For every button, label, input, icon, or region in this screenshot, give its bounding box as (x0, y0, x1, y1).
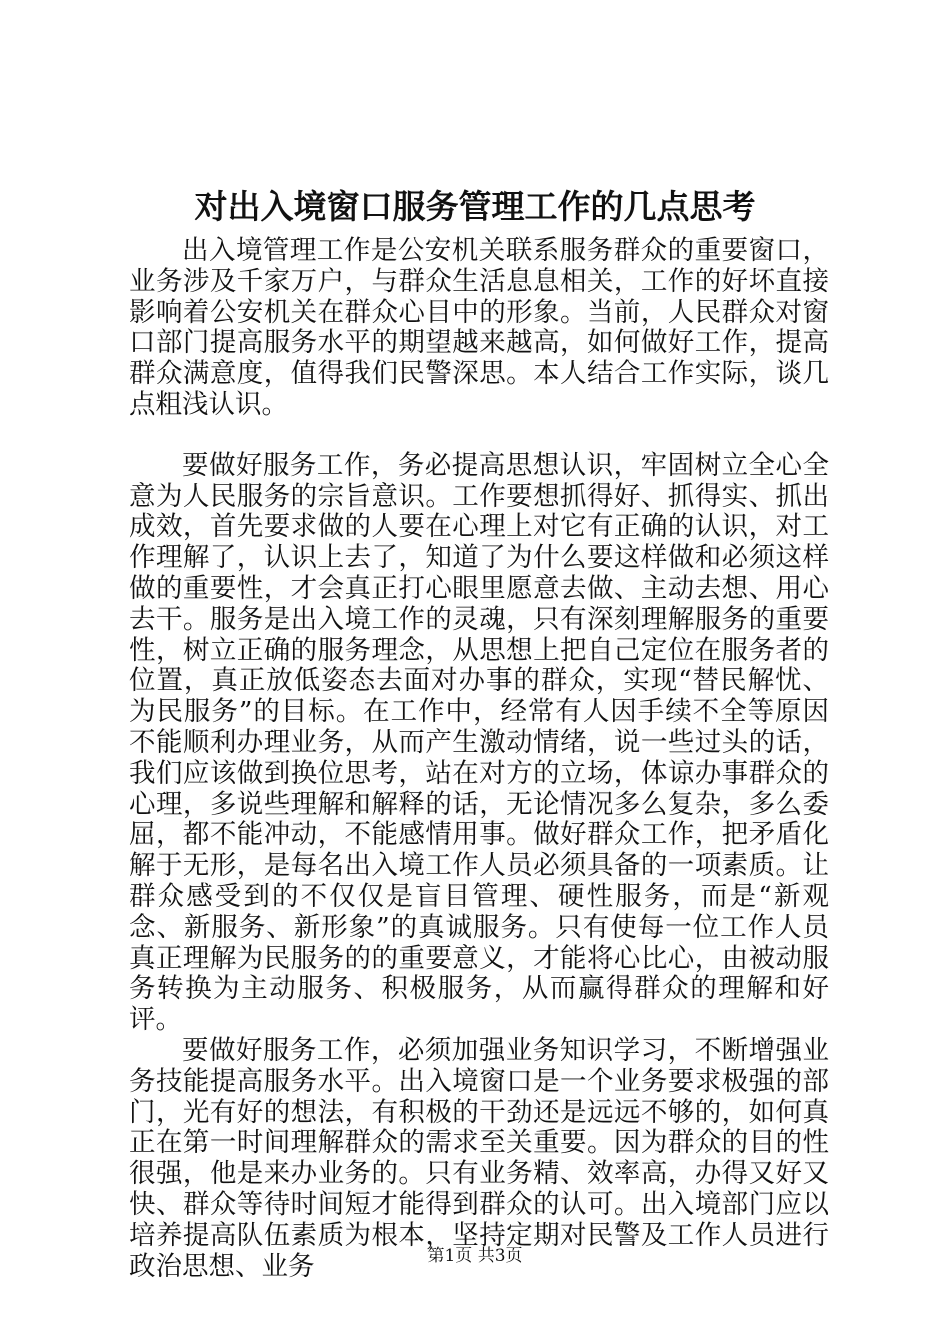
paragraph-intro: 出入境管理工作是公安机关联系服务群众的重要窗口，业务涉及千家万户，与群众生活息息相关，工作的好坏直接影响着公安机关在群众心目中的形象。当前，人民群众对窗口部门提高服务水平的期望越来越高，如何做好工作，提高群众满意度，值得我们民警深思。本人结合工作实际，谈几点粗浅认识。 (129, 235, 829, 420)
page-indicator: 第1页 共3页 (427, 1246, 523, 1266)
document-body (129, 236, 829, 1282)
paragraph-service-awareness: 要做好服务工作，务必提高思想认识，牢固树立全心全意为人民服务的宗旨意识。工作要想抓得好、抓得实、抓出成效，首先要求做的人要在心理上对它有正确的认识，对工作理解了，认识上去了，知道了为什么要这样做和必须这样做的重要性，才会真正打心眼里愿意去做、主动去想、用心去干。服务是出入境工作的灵魂，只有深刻理解服务的重要性，树立正确的服务理念，从思想上把自己定位在服务者的位置，真正放低姿态去面对办事的群众，实现“替民解忧、为民服务”的目标。在工作中，经常有人因手续不全等原因不能顺利办理业务，从而产生激动情绪，说一些过头的话，我们应该做到换位思考，站在对方的立场，体谅办事群众的心理，多说些理解和解释的话，无论情况多么复杂，多么委屈，都不能冲动，不能感情用事。做好群众工作，把矛盾化解于无形，是每名出入境工作人员必须具备的一项素质。让群众感受到的不仅仅是盲目管理、硬性服务，而是“新观念、新服务、新形象”的真诚服务。只有使每一位工作人员真正理解为民服务的的重要意义，才能将心比心，由被动服务转换为主动服务、积极服务，从而赢得群众的理解和好评。 (129, 449, 829, 1036)
document-title: 对出入境窗口服务管理工作的几点思考 (194, 187, 756, 226)
paragraph-business-skills: 要做好服务工作，必须加强业务知识学习，不断增强业务技能提高服务水平。出入境窗口是一个业务要求极强的部门，光有好的想法，有积极的干劲还是远远不够的，如何真正在第一时间理解群众的需求至关重要。因为群众的目的性很强，他是来办业务的。只有业务精、效率高，办得又好又快、群众等待时间短才能得到群众的认可。出入境部门应以培养提高队伍素质为根本，坚持定期对民警及工作人员进行政治思想、业务 (129, 1034, 829, 1282)
